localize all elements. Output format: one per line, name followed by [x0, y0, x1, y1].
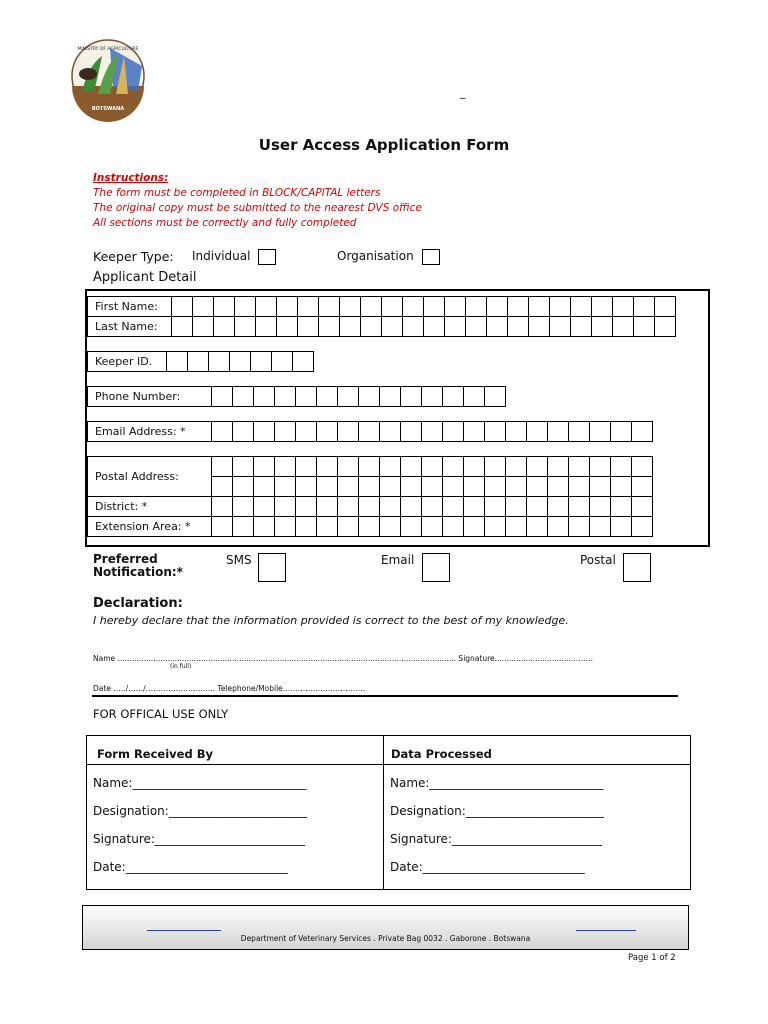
- char-box[interactable]: [316, 496, 338, 517]
- char-box[interactable]: [379, 456, 401, 477]
- char-box[interactable]: [465, 296, 487, 317]
- char-box[interactable]: [631, 496, 653, 517]
- char-box[interactable]: [400, 516, 422, 537]
- char-box[interactable]: [271, 351, 293, 372]
- char-box[interactable]: [465, 316, 487, 337]
- processed-date-field[interactable]: Date:___________________________: [390, 860, 585, 874]
- char-box[interactable]: [421, 386, 443, 407]
- char-box[interactable]: [568, 476, 590, 497]
- char-box[interactable]: [568, 421, 590, 442]
- char-box[interactable]: [337, 421, 359, 442]
- char-box[interactable]: [505, 516, 527, 537]
- char-box[interactable]: [610, 421, 632, 442]
- char-box[interactable]: [255, 296, 277, 317]
- district-label: District: *: [87, 496, 212, 517]
- char-box[interactable]: [463, 386, 485, 407]
- char-box[interactable]: [274, 496, 296, 517]
- char-box[interactable]: [292, 351, 314, 372]
- keeper-type-individual-label: Individual: [192, 249, 251, 263]
- instruction-line: All sections must be correctly and fully completed: [93, 217, 357, 229]
- char-box[interactable]: [631, 516, 653, 537]
- char-box[interactable]: [589, 476, 611, 497]
- char-box[interactable]: [187, 351, 209, 372]
- char-box[interactable]: [360, 296, 382, 317]
- char-box[interactable]: [318, 316, 340, 337]
- char-box[interactable]: [358, 421, 380, 442]
- char-box[interactable]: [507, 316, 529, 337]
- char-box[interactable]: [400, 386, 422, 407]
- char-box[interactable]: [631, 476, 653, 497]
- received-designation-field[interactable]: Designation:_______________________: [93, 804, 307, 818]
- char-box[interactable]: [589, 421, 611, 442]
- char-box[interactable]: [250, 351, 272, 372]
- char-box[interactable]: [234, 296, 256, 317]
- char-box[interactable]: [337, 476, 359, 497]
- char-box[interactable]: [570, 296, 592, 317]
- char-box[interactable]: [549, 296, 571, 317]
- footer-link-left[interactable]: [147, 930, 221, 931]
- char-box[interactable]: [297, 316, 319, 337]
- char-box[interactable]: [442, 386, 464, 407]
- char-box[interactable]: [381, 316, 403, 337]
- char-box[interactable]: [547, 456, 569, 477]
- char-box[interactable]: [316, 386, 338, 407]
- notification-sms-label: SMS: [226, 553, 252, 567]
- phone-number-boxes[interactable]: [211, 386, 506, 407]
- char-box[interactable]: [234, 316, 256, 337]
- postal-address-boxes[interactable]: [211, 456, 653, 477]
- char-box[interactable]: [295, 421, 317, 442]
- received-signature-field[interactable]: Signature:_________________________: [93, 832, 305, 846]
- notification-email-checkbox[interactable]: [422, 553, 450, 582]
- logo-top-text: MINISTRY OF AGRICULTURE: [77, 47, 139, 52]
- char-box[interactable]: [358, 386, 380, 407]
- page-title: User Access Application Form: [258, 136, 510, 154]
- char-box[interactable]: [442, 421, 464, 442]
- notification-label-line2: Notification:*: [93, 565, 183, 579]
- char-box[interactable]: [171, 316, 193, 337]
- char-box[interactable]: [507, 296, 529, 317]
- char-box[interactable]: [297, 296, 319, 317]
- char-box[interactable]: [442, 456, 464, 477]
- char-box[interactable]: [253, 421, 275, 442]
- postal-address-boxes[interactable]: [211, 476, 653, 497]
- char-box[interactable]: [253, 386, 275, 407]
- char-box[interactable]: [484, 386, 506, 407]
- email-address-label: Email Address: *: [87, 421, 212, 442]
- char-box[interactable]: [253, 456, 275, 477]
- char-box[interactable]: [253, 476, 275, 497]
- char-box[interactable]: [402, 296, 424, 317]
- char-box[interactable]: [484, 476, 506, 497]
- char-box[interactable]: [589, 456, 611, 477]
- char-box[interactable]: [379, 421, 401, 442]
- postal-address-label: Postal Address:: [87, 456, 212, 497]
- char-box[interactable]: [232, 516, 254, 537]
- footer-text: Department of Veterinary Services . Private Bag 0032 . Gaborone . Botswana: [240, 934, 531, 943]
- char-box[interactable]: [528, 296, 550, 317]
- char-box[interactable]: [295, 476, 317, 497]
- first-name-label: First Name:: [87, 296, 172, 317]
- table-divider: [383, 735, 384, 890]
- char-box[interactable]: [526, 456, 548, 477]
- char-box[interactable]: [612, 316, 634, 337]
- extension-area-boxes[interactable]: [211, 516, 653, 537]
- notification-label-line1: Preferred: [93, 552, 158, 566]
- char-box[interactable]: [463, 421, 485, 442]
- char-box[interactable]: [528, 316, 550, 337]
- char-box[interactable]: [421, 496, 443, 517]
- char-box[interactable]: [232, 476, 254, 497]
- char-box[interactable]: [547, 496, 569, 517]
- char-box[interactable]: [211, 421, 233, 442]
- char-box[interactable]: [505, 476, 527, 497]
- char-box[interactable]: [484, 496, 506, 517]
- char-box[interactable]: [421, 476, 443, 497]
- table-header-divider: [86, 764, 691, 765]
- char-box[interactable]: [229, 351, 251, 372]
- char-box[interactable]: [274, 516, 296, 537]
- char-box[interactable]: [211, 516, 233, 537]
- char-box[interactable]: [213, 316, 235, 337]
- last-name-boxes[interactable]: [171, 316, 676, 337]
- applicant-detail-heading: Applicant Detail: [93, 270, 197, 285]
- keeper-type-organisation-label: Organisation: [337, 249, 414, 263]
- char-box[interactable]: [379, 516, 401, 537]
- char-box[interactable]: [211, 456, 233, 477]
- char-box[interactable]: [505, 496, 527, 517]
- char-box[interactable]: [505, 456, 527, 477]
- char-box[interactable]: [423, 296, 445, 317]
- notification-label: [93, 553, 183, 579]
- processed-signature-field[interactable]: Signature:_________________________: [390, 832, 602, 846]
- keeper-id-boxes[interactable]: [166, 351, 314, 372]
- char-box[interactable]: [337, 386, 359, 407]
- char-box[interactable]: [486, 296, 508, 317]
- char-box[interactable]: [253, 496, 275, 517]
- char-box[interactable]: [232, 421, 254, 442]
- char-box[interactable]: [318, 296, 340, 317]
- char-box[interactable]: [211, 476, 233, 497]
- ministry-logo: [58, 36, 158, 122]
- keeper-id-label: Keeper ID.: [87, 351, 167, 372]
- data-processed-header: Data Processed: [391, 747, 492, 761]
- char-box[interactable]: [423, 316, 445, 337]
- declaration-name-line[interactable]: Name .............................................................................................................................................. Signature.................................……..: [93, 654, 594, 663]
- char-box[interactable]: [610, 496, 632, 517]
- char-box[interactable]: [442, 516, 464, 537]
- char-box[interactable]: [400, 496, 422, 517]
- char-box[interactable]: [274, 421, 296, 442]
- notification-email-label: Email: [381, 553, 415, 567]
- char-box[interactable]: [339, 316, 361, 337]
- char-box[interactable]: [589, 496, 611, 517]
- char-box[interactable]: [402, 316, 424, 337]
- char-box[interactable]: [232, 456, 254, 477]
- char-box[interactable]: [358, 516, 380, 537]
- notification-sms-checkbox[interactable]: [258, 553, 286, 582]
- instructions: [93, 171, 422, 231]
- char-box[interactable]: [381, 296, 403, 317]
- email-address-boxes[interactable]: [211, 421, 653, 442]
- char-box[interactable]: [358, 476, 380, 497]
- logo-bottom-text: BOTSWANA: [91, 106, 125, 112]
- char-box[interactable]: [232, 496, 254, 517]
- char-box[interactable]: [192, 296, 214, 317]
- char-box[interactable]: [316, 456, 338, 477]
- notification-postal-label: Postal: [580, 553, 616, 567]
- char-box[interactable]: [400, 476, 422, 497]
- char-box[interactable]: [633, 316, 655, 337]
- declaration-text: I hereby declare that the information provided is correct to the best of my knowledge.: [93, 614, 569, 627]
- char-box[interactable]: [213, 296, 235, 317]
- char-box[interactable]: [547, 421, 569, 442]
- char-box[interactable]: [295, 496, 317, 517]
- char-box[interactable]: [295, 516, 317, 537]
- char-box[interactable]: [631, 456, 653, 477]
- char-box[interactable]: [255, 316, 277, 337]
- char-box[interactable]: [316, 476, 338, 497]
- char-box[interactable]: [442, 476, 464, 497]
- char-box[interactable]: [568, 496, 590, 517]
- char-box[interactable]: [547, 516, 569, 537]
- char-box[interactable]: [526, 421, 548, 442]
- char-box[interactable]: [526, 496, 548, 517]
- char-box[interactable]: [274, 456, 296, 477]
- char-box[interactable]: [211, 496, 233, 517]
- char-box[interactable]: [570, 316, 592, 337]
- char-box[interactable]: [316, 421, 338, 442]
- char-box[interactable]: [549, 316, 571, 337]
- char-box[interactable]: [444, 296, 466, 317]
- char-box[interactable]: [358, 496, 380, 517]
- char-box[interactable]: [295, 456, 317, 477]
- char-box[interactable]: [484, 516, 506, 537]
- char-box[interactable]: [484, 456, 506, 477]
- keeper-type-individual-checkbox[interactable]: [258, 249, 276, 265]
- char-box[interactable]: [589, 516, 611, 537]
- char-box[interactable]: [612, 296, 634, 317]
- char-box[interactable]: [526, 476, 548, 497]
- char-box[interactable]: [610, 456, 632, 477]
- phone-number-label: Phone Number:: [87, 386, 212, 407]
- char-box[interactable]: [171, 296, 193, 317]
- first-name-boxes[interactable]: [171, 296, 676, 317]
- char-box[interactable]: [192, 316, 214, 337]
- char-box[interactable]: [339, 296, 361, 317]
- district-boxes[interactable]: [211, 496, 653, 517]
- char-box[interactable]: [568, 516, 590, 537]
- char-box[interactable]: [484, 421, 506, 442]
- char-box[interactable]: [610, 476, 632, 497]
- char-box[interactable]: [400, 421, 422, 442]
- char-box[interactable]: [274, 386, 296, 407]
- footer-box: [82, 905, 689, 950]
- extension-area-label: Extension Area: *: [87, 516, 212, 537]
- char-box[interactable]: [295, 386, 317, 407]
- char-box[interactable]: [463, 516, 485, 537]
- form-received-by-header: Form Received By: [97, 747, 213, 761]
- header-dash: _: [460, 86, 466, 99]
- char-box[interactable]: [337, 516, 359, 537]
- char-box[interactable]: [421, 421, 443, 442]
- instructions-heading: Instructions:: [93, 172, 169, 184]
- footer-link-right[interactable]: [576, 930, 636, 931]
- declaration-heading: Declaration:: [93, 596, 183, 611]
- char-box[interactable]: [421, 516, 443, 537]
- char-box[interactable]: [654, 296, 676, 317]
- char-box[interactable]: [379, 386, 401, 407]
- divider: [92, 695, 678, 697]
- char-box[interactable]: [276, 316, 298, 337]
- char-box[interactable]: [358, 456, 380, 477]
- char-box[interactable]: [591, 296, 613, 317]
- char-box[interactable]: [166, 351, 188, 372]
- char-box[interactable]: [631, 421, 653, 442]
- received-name-field[interactable]: Name:_____________________________: [93, 776, 307, 790]
- char-box[interactable]: [232, 386, 254, 407]
- processed-designation-field[interactable]: Designation:_______________________: [390, 804, 604, 818]
- char-box[interactable]: [591, 316, 613, 337]
- char-box[interactable]: [463, 496, 485, 517]
- received-date-field[interactable]: Date:___________________________: [93, 860, 288, 874]
- char-box[interactable]: [276, 296, 298, 317]
- char-box[interactable]: [654, 316, 676, 337]
- char-box[interactable]: [316, 516, 338, 537]
- char-box[interactable]: [610, 516, 632, 537]
- char-box[interactable]: [444, 316, 466, 337]
- char-box[interactable]: [568, 456, 590, 477]
- char-box[interactable]: [337, 496, 359, 517]
- char-box[interactable]: [633, 296, 655, 317]
- char-box[interactable]: [208, 351, 230, 372]
- declaration-in-full: (in full): [170, 663, 192, 670]
- processed-name-field[interactable]: Name:_____________________________: [390, 776, 604, 790]
- char-box[interactable]: [463, 456, 485, 477]
- char-box[interactable]: [421, 456, 443, 477]
- last-name-label: Last Name:: [87, 316, 172, 337]
- char-box[interactable]: [337, 456, 359, 477]
- page-number: Page 1 of 2: [628, 953, 676, 963]
- declaration-date-line[interactable]: Date …../……/……………….…..…. Telephone/Mobile……………………………: [93, 684, 366, 693]
- char-box[interactable]: [274, 476, 296, 497]
- char-box[interactable]: [486, 316, 508, 337]
- keeper-type-label: Keeper Type:: [93, 249, 174, 264]
- notification-postal-checkbox[interactable]: [623, 553, 651, 582]
- char-box[interactable]: [400, 456, 422, 477]
- char-box[interactable]: [547, 476, 569, 497]
- char-box[interactable]: [253, 516, 275, 537]
- char-box[interactable]: [379, 496, 401, 517]
- char-box[interactable]: [442, 496, 464, 517]
- char-box[interactable]: [379, 476, 401, 497]
- char-box[interactable]: [463, 476, 485, 497]
- official-use-heading: FOR OFFICAL USE ONLY: [93, 707, 229, 721]
- char-box[interactable]: [526, 516, 548, 537]
- char-box[interactable]: [505, 421, 527, 442]
- keeper-type-organisation-checkbox[interactable]: [422, 249, 440, 265]
- char-box[interactable]: [211, 386, 233, 407]
- instruction-line: The form must be completed in BLOCK/CAPITAL letters: [93, 187, 381, 199]
- char-box[interactable]: [360, 316, 382, 337]
- instruction-line: The original copy must be submitted to the nearest DVS office: [93, 202, 422, 214]
